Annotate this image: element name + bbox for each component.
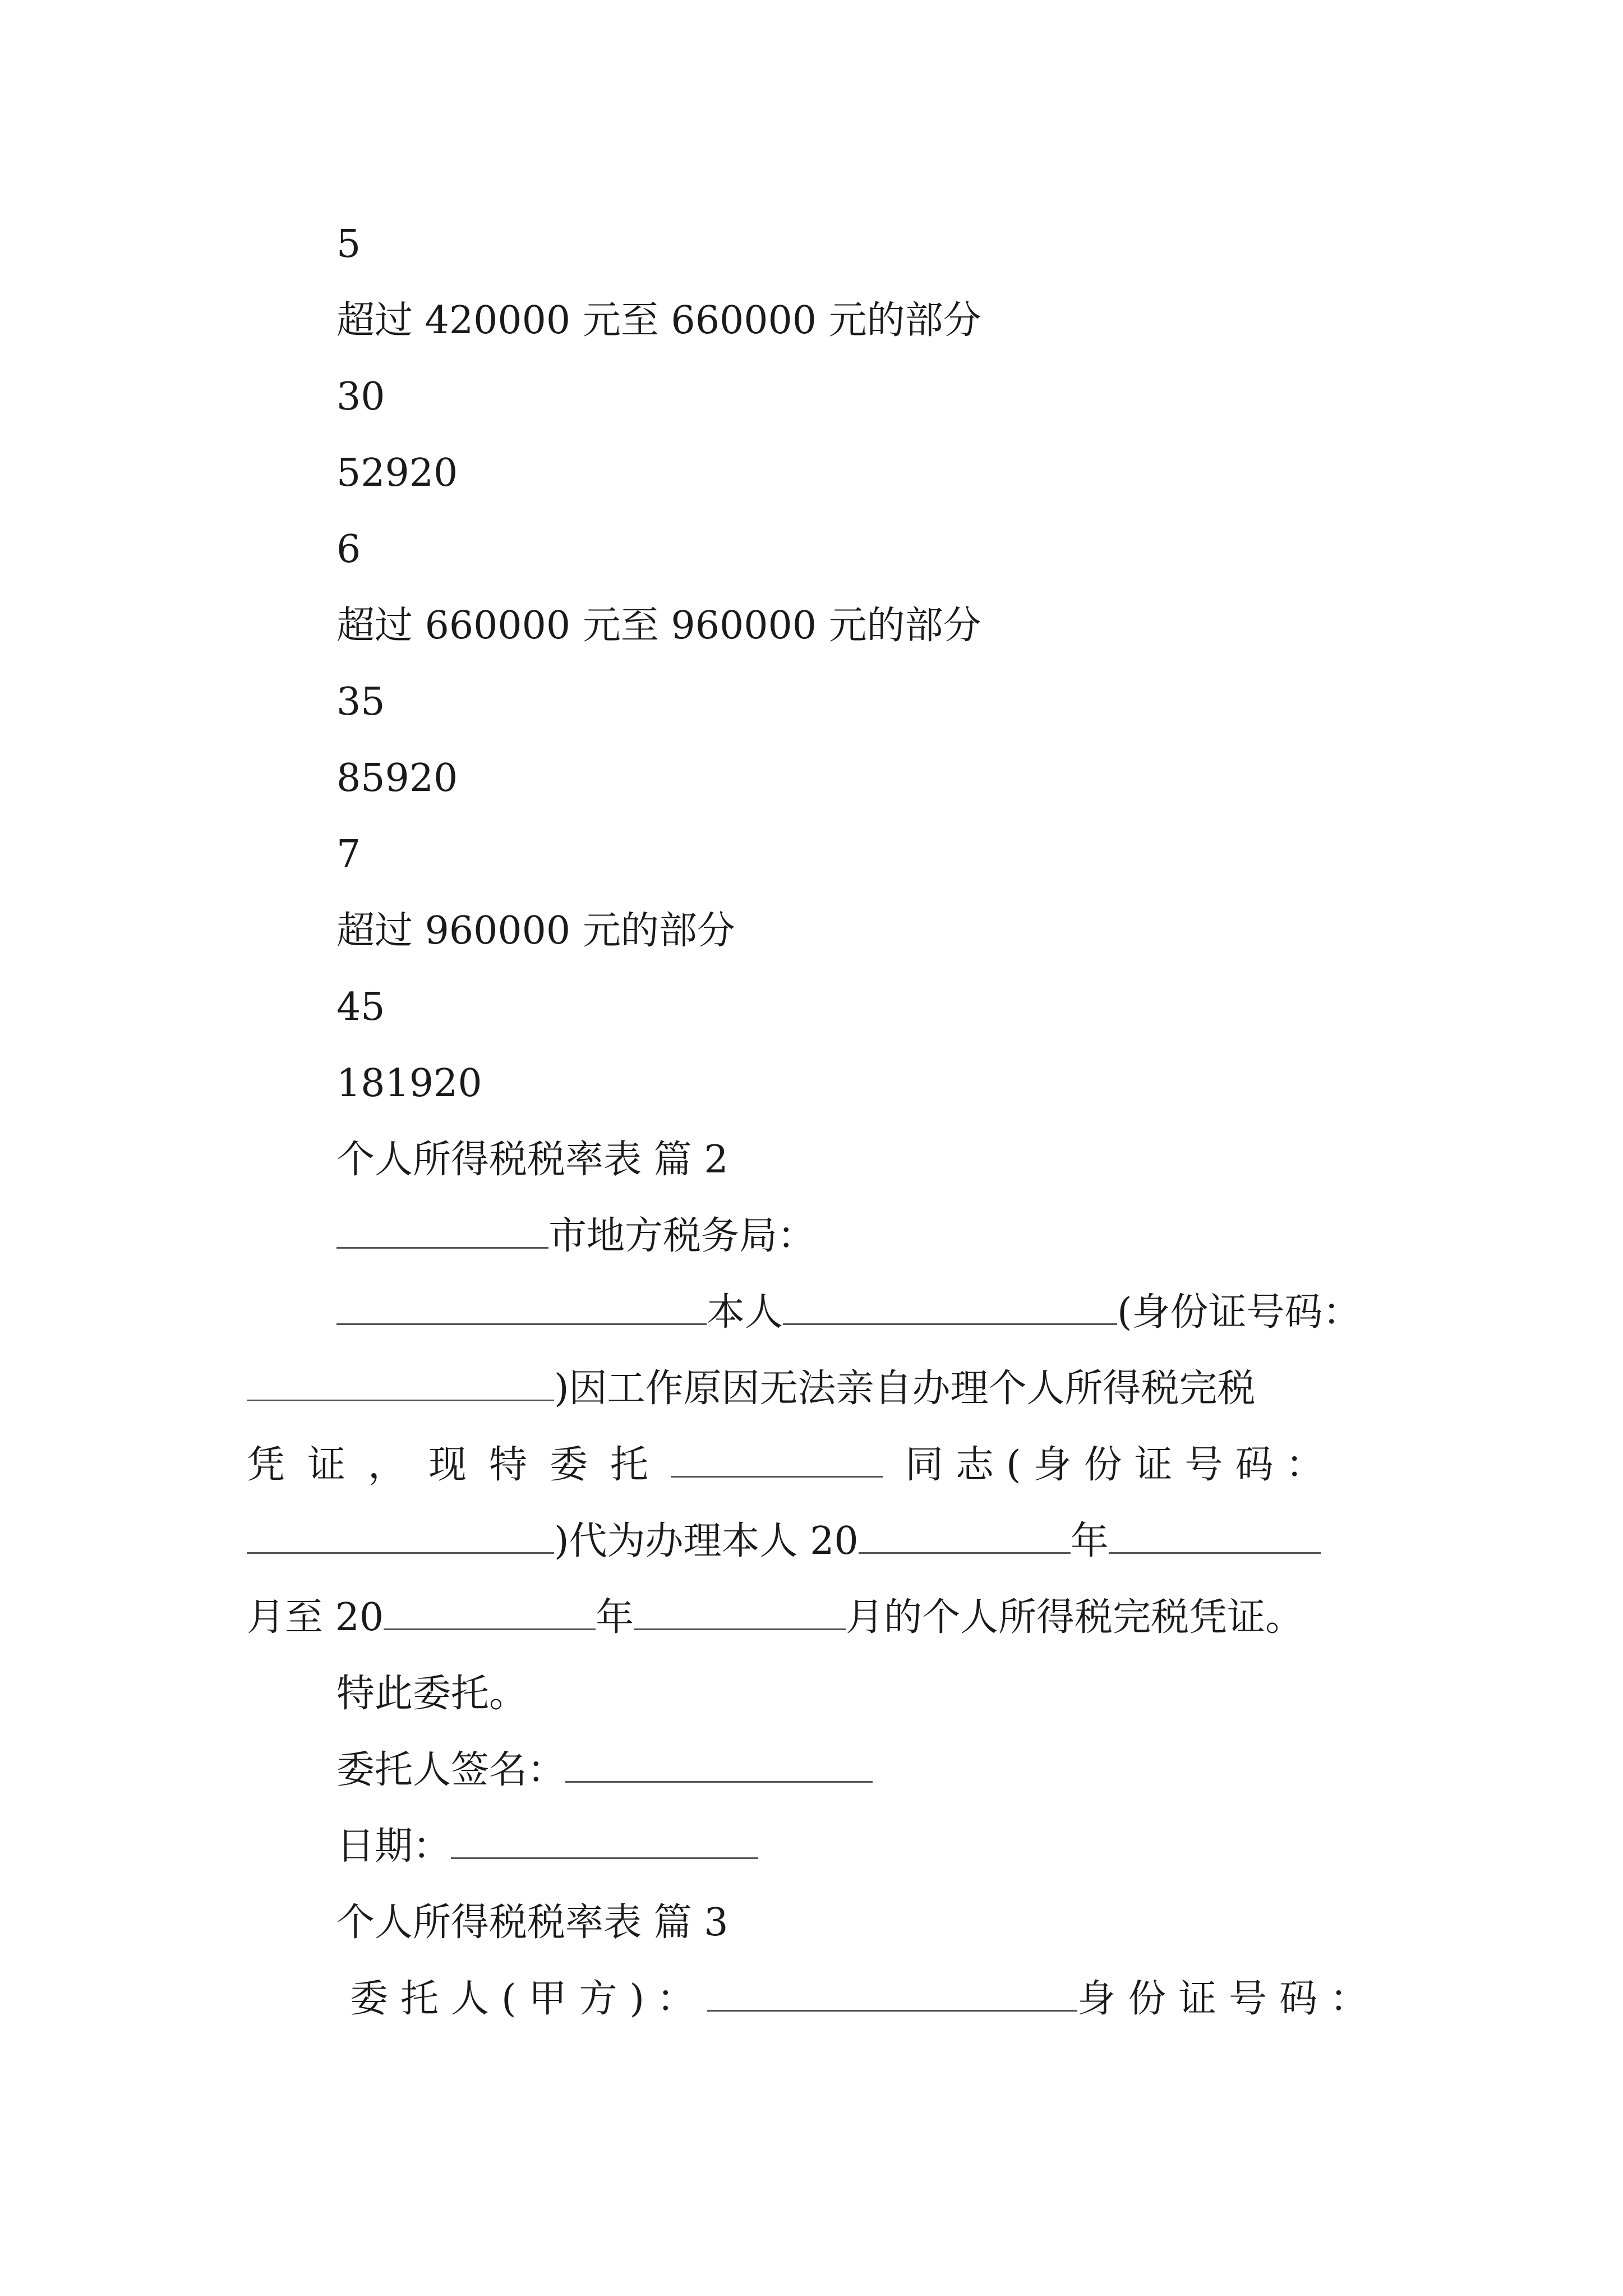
agent-id-blank bbox=[247, 1521, 554, 1554]
table-cell-level: 7 bbox=[336, 832, 361, 877]
principal-name-blank bbox=[783, 1292, 1117, 1325]
addressee-line bbox=[336, 1214, 815, 1259]
year-label: 年 bbox=[1070, 1519, 1109, 1563]
closing-text: 特此委托。 bbox=[336, 1672, 528, 1716]
party-a-line bbox=[350, 1977, 1380, 2022]
id-number-blank bbox=[247, 1368, 554, 1401]
start-month-blank bbox=[1109, 1521, 1321, 1554]
start-year-blank bbox=[859, 1521, 1071, 1554]
agent-name-blank bbox=[671, 1444, 883, 1478]
body-line-5 bbox=[247, 1595, 1303, 1640]
body-line-4 bbox=[247, 1519, 1321, 1564]
party-a-name-blank bbox=[707, 1978, 1077, 2012]
section-heading: 个人所得税税率表 篇 2 bbox=[336, 1138, 728, 1182]
agent-id-label: 同志(身份证号码： bbox=[905, 1443, 1336, 1487]
body-line-2 bbox=[247, 1366, 1256, 1411]
period-to-text: 月至 20 bbox=[247, 1595, 384, 1640]
certificate-text: 月的个人所得税完税凭证。 bbox=[846, 1595, 1304, 1640]
table-cell-rate: 45 bbox=[336, 985, 385, 1029]
section-heading: 个人所得税税率表 篇 3 bbox=[336, 1901, 728, 1945]
table-cell-deduction: 181920 bbox=[336, 1061, 482, 1106]
city-blank bbox=[336, 1216, 548, 1249]
table-cell-range: 超过 420000 元至 660000 元的部分 bbox=[336, 298, 981, 343]
table-cell-range: 超过 960000 元的部分 bbox=[336, 909, 735, 953]
party-a-id-label: 身份证号码： bbox=[1077, 1977, 1381, 2021]
date-label: 日期： bbox=[336, 1824, 451, 1869]
table-cell-deduction: 52920 bbox=[336, 451, 458, 495]
date-blank bbox=[451, 1826, 758, 1859]
handle-text: )代为办理本人 20 bbox=[554, 1519, 859, 1563]
table-cell-level: 6 bbox=[336, 527, 361, 572]
year-label: 年 bbox=[596, 1595, 634, 1640]
addressee-text: 市地方税务局： bbox=[548, 1214, 816, 1258]
table-cell-rate: 35 bbox=[336, 680, 385, 724]
body-line-1 bbox=[336, 1290, 1361, 1335]
table-cell-level: 5 bbox=[336, 222, 361, 266]
signature-blank bbox=[565, 1750, 873, 1783]
signature-line bbox=[336, 1748, 873, 1793]
date-line bbox=[336, 1824, 758, 1869]
party-a-label: 委托人(甲方)： bbox=[350, 1977, 708, 2021]
signature-label: 委托人签名： bbox=[336, 1748, 566, 1792]
end-year-blank bbox=[384, 1597, 596, 1630]
table-cell-range: 超过 660000 元至 960000 元的部分 bbox=[336, 604, 981, 648]
end-month-blank bbox=[634, 1597, 846, 1630]
entrust-text: 凭证，现特委托 bbox=[247, 1443, 671, 1487]
name-blank bbox=[336, 1292, 707, 1325]
reason-text: )因工作原因无法亲自办理个人所得税完税 bbox=[554, 1366, 1256, 1411]
id-label: (身份证号码： bbox=[1117, 1290, 1361, 1335]
self-label: 本人 bbox=[707, 1290, 783, 1335]
table-cell-deduction: 85920 bbox=[336, 756, 458, 800]
body-line-3 bbox=[247, 1443, 1336, 1488]
table-cell-rate: 30 bbox=[336, 375, 385, 419]
